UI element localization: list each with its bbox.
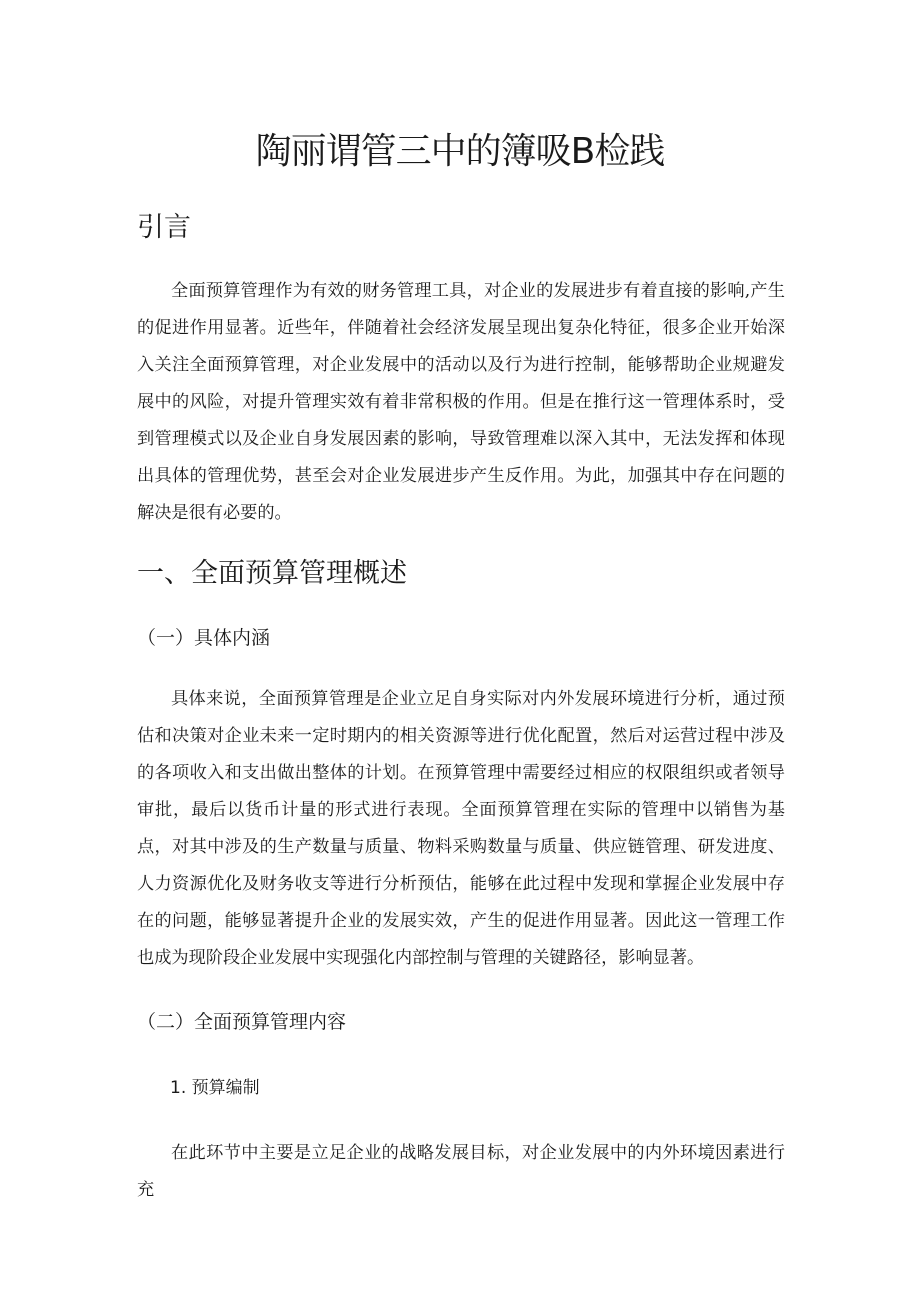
section-1-heading: 一、全面预算管理概述 bbox=[137, 558, 407, 589]
item-1-heading: 1. 预算编制 bbox=[170, 1078, 260, 1098]
document-title: 陶丽谓管三中的簿吸B检践 bbox=[255, 131, 665, 172]
intro-paragraph: 全面预算管理作为有效的财务管理工具，对企业的发展进步有着直接的影响,产生的促进作用显著。近些年，伴随着社会经济发展呈现出复杂化特征，很多企业开始深入关注全面预算管理，对企业发展中的活动以及行为进行控制，能够帮助企业规避发展中的风险，对提升管理实效有着非常积极的作用。但是在推行这一管理体系时，受到管理模式以及企业自身发展因素的影响，导致管理难以深入其中，无法发挥和体现出具体的管理优势，甚至会对企业发展进步产生反作用。为此，加强其中存在问题的解决是很有必要的。 bbox=[137, 281, 785, 523]
subsection-1-heading: （一）具体内涵 bbox=[137, 627, 271, 649]
intro-heading: 引言 bbox=[137, 212, 191, 243]
subsection-2-heading: （二）全面预算管理内容 bbox=[137, 1011, 347, 1033]
subsection-1-paragraph: 具体来说，全面预算管理是企业立足自身实际对内外发展环境进行分析，通过预估和决策对企业未来一定时期内的相关资源等进行优化配置，然后对运营过程中涉及的各项收入和支出做出整体的计划。在预算管理中需要经过相应的权限组织或者领导审批，最后以货币计量的形式进行表现。全面预算管理在实际的管理中以销售为基点，对其中涉及的生产数量与质量、物料采购数量与质量、供应链管理、研发进度、人力资源优化及财务收支等进行分析预估，能够在此过程中发现和掌握企业发展中存在的问题，能够显著提升企业的发展实效，产生的促进作用显著。因此这一管理工作也成为现阶段企业发展中实现强化内部控制与管理的关键路径，影响显著。 bbox=[137, 689, 785, 968]
item-1-paragraph: 在此环节中主要是立足企业的战略发展目标，对企业发展中的内外环境因素进行充 bbox=[137, 1143, 785, 1200]
